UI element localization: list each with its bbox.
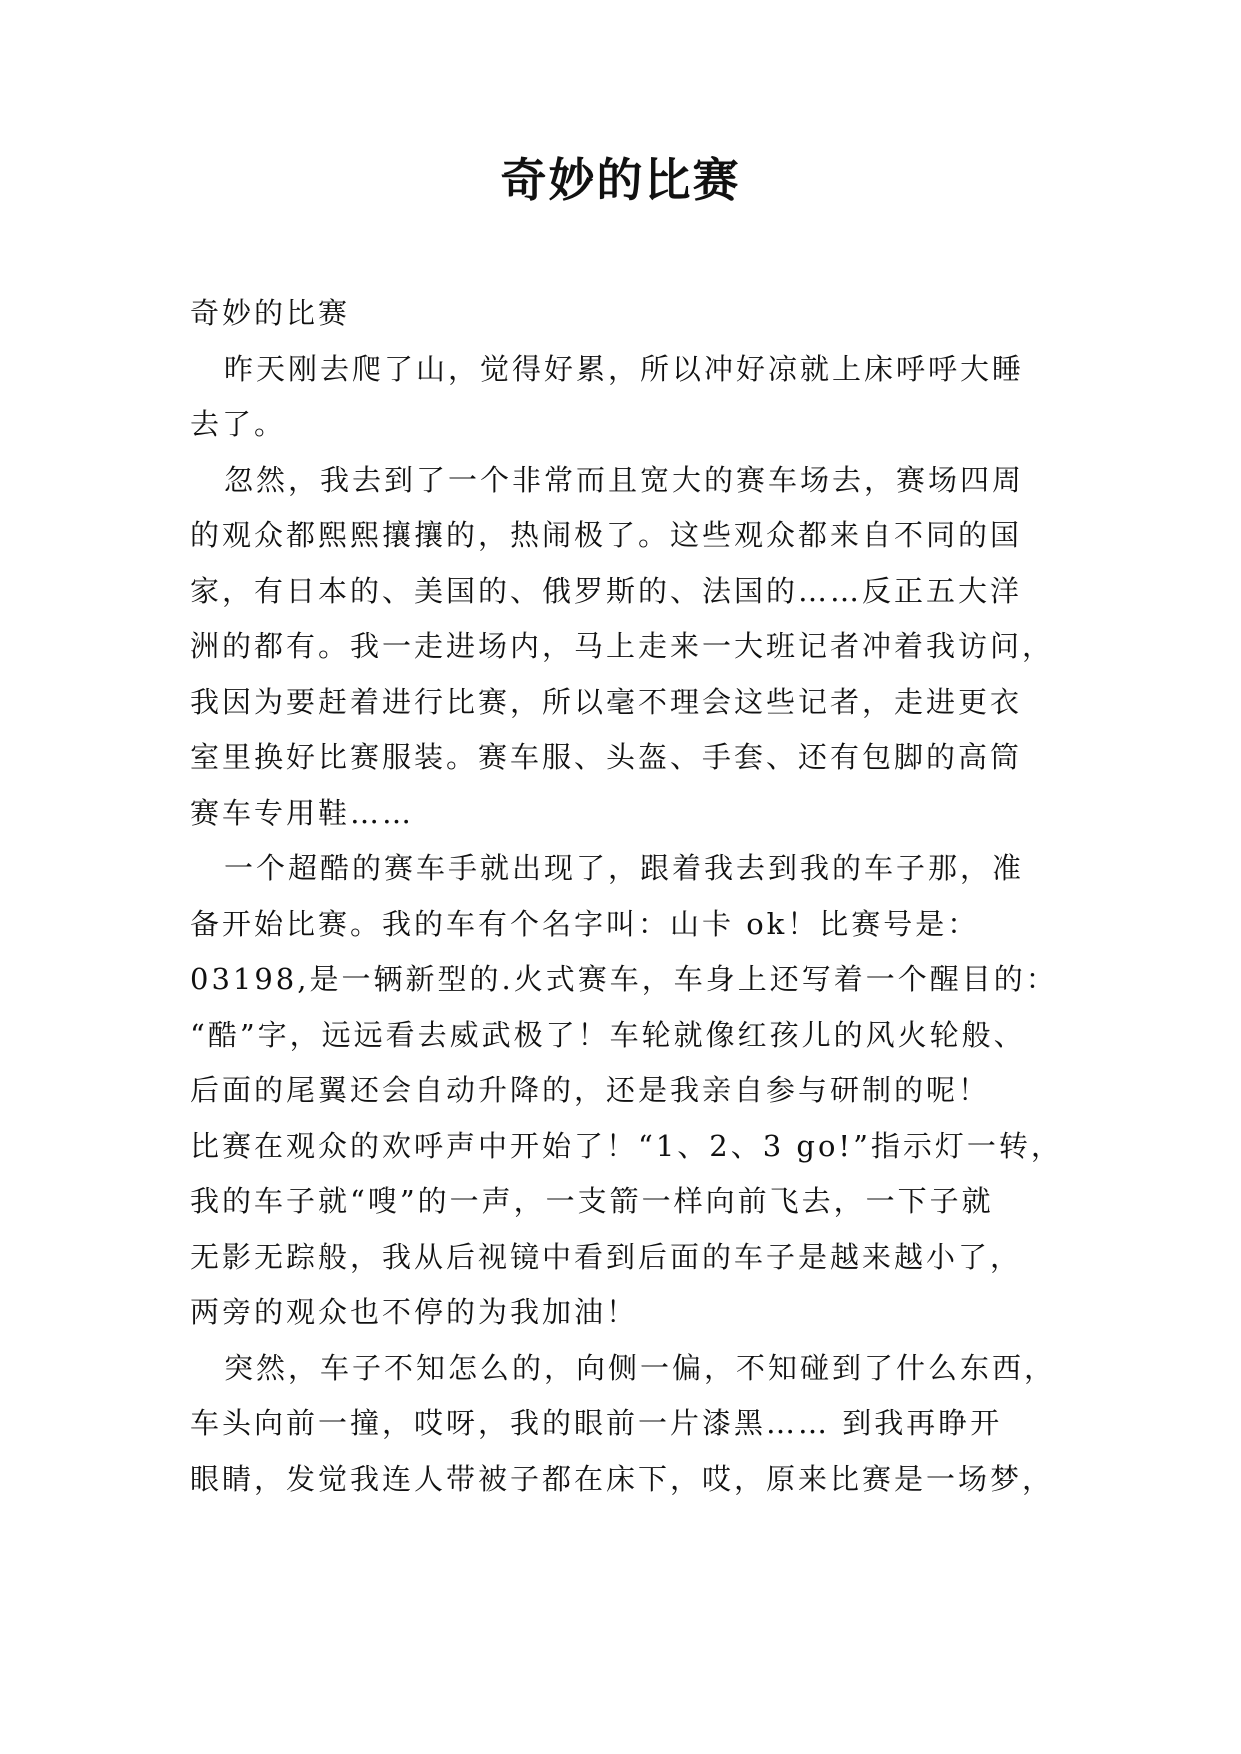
text-line: 无影无踪般，我从后视镜中看到后面的车子是越来越小了， xyxy=(190,1239,1023,1274)
text-line: 去了。 xyxy=(190,407,287,441)
text-line: 03198,是一辆新型的.火式赛车，车身上还写着一个醒目的： xyxy=(190,962,1058,996)
text-line: 备开始比赛。我的车有个名字叫：山卡 ok！比赛号是： xyxy=(190,906,980,941)
document-body xyxy=(190,286,1090,1507)
text-line: 室里换好比赛服装。赛车服、头盔、手套、还有包脚的高筒 xyxy=(190,740,1023,774)
text-line: 家，有日本的、美国的、俄罗斯的、法国的……反正五大洋 xyxy=(190,573,1023,608)
text-line: 奇妙的比赛 xyxy=(190,296,351,330)
text-line: 我因为要赶着进行比赛，所以毫不理会这些记者，走进更衣 xyxy=(190,684,1023,719)
page-title: 奇妙的比赛 xyxy=(500,153,741,207)
text-line: 车头向前一撞，哎呀，我的眼前一片漆黑…… 到我再睁开 xyxy=(190,1406,1003,1440)
text-line: 我的车子就“嗖”的一声，一支箭一样向前飞去，一下子就 xyxy=(190,1184,994,1218)
text-line: 两旁的观众也不停的为我加油！ xyxy=(190,1295,639,1329)
text-line: 比赛在观众的欢呼声中开始了！“1、2、3 go!”指示灯一转， xyxy=(190,1128,1063,1163)
text-line: 忽然，我去到了一个非常而且宽大的赛车场去，赛场四周 xyxy=(224,462,1025,497)
text-line: 洲的都有。我一走进场内，马上走来一大班记者冲着我访问， xyxy=(190,629,1055,663)
text-line: 一个超酷的赛车手就出现了，跟着我去到我的车子那，准 xyxy=(224,851,1025,885)
text-line: 后面的尾翼还会自动升降的，还是我亲自参与研制的呢！ xyxy=(190,1073,991,1107)
text-line: 眼睛，发觉我连人带被子都在床下，哎，原来比赛是一场梦， xyxy=(190,1461,1055,1496)
text-line: 昨天刚去爬了山，觉得好累，所以冲好凉就上床呼呼大睡 xyxy=(224,351,1025,386)
text-line: 赛车专用鞋…… xyxy=(190,795,415,830)
text-line: 的观众都熙熙攘攘的，热闹极了。这些观众都来自不同的国 xyxy=(190,518,1023,552)
text-line: 突然，车子不知怎么的，向侧一偏，不知碰到了什么东西， xyxy=(224,1350,1057,1385)
text-line: “酷”字，远远看去威武极了！车轮就像红孩儿的风火轮般、 xyxy=(190,1017,1026,1052)
